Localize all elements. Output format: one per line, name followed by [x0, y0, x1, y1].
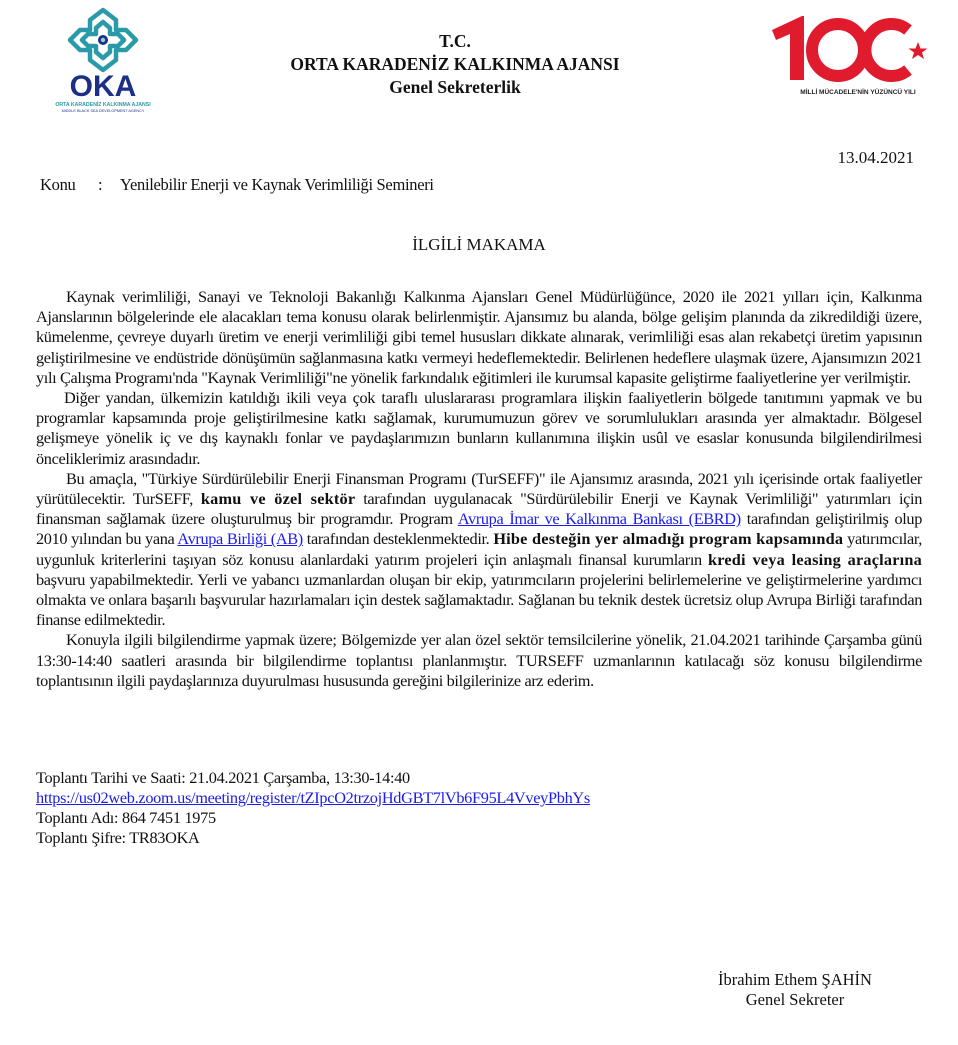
paragraph-3	[36, 469, 922, 631]
zoom-registration-link[interactable]: https://us02web.zoom.us/meeting/register/tZIpcO2trzojHdGBT7lVb6F95L4VveyPbhYs	[36, 788, 590, 807]
svg-text:ORTA KARADENİZ KALKINMA AJANSI: ORTA KARADENİZ KALKINMA AJANSI	[55, 102, 151, 108]
letterhead-department: Genel Sekreterlik	[389, 77, 521, 97]
oka-logo	[48, 6, 158, 114]
meeting-datetime: Toplantı Tarihi ve Saati: 21.04.2021 Çarşamba, 13:30-14:40	[36, 768, 410, 787]
letterhead	[250, 30, 660, 99]
paragraph-3-text: başvuru yapabilmektedir. Yerli ve yabancı uzmanlardan oluşan bir ekip, yatırımcıların projelerini belirlemelerine ve geliştirmelerine yardımcı olmakta ve onlara başarılı başvurular hazırlamaları için destek sağlamaktadır. Sağlanan bu teknik destek ücretsiz olup Avrupa Birliği tarafından finanse edilmektedir.	[36, 569, 922, 630]
subject-label: Konu	[40, 175, 76, 194]
paragraph-3-text: tarafından uygulanacak "Sürdürülebilir Enerji ve Kaynak Verimliliği" yatırımları için finansman sağlamak üzere oluşturulmuş bir programdır. Program	[36, 489, 922, 529]
subject-line	[40, 175, 434, 195]
meeting-info	[36, 768, 590, 848]
svg-text:MİLLİ MÜCADELE'NİN YÜZÜNCÜ YIL: MİLLİ MÜCADELE'NİN YÜZÜNCÜ YILI	[800, 89, 916, 96]
eu-link[interactable]: Avrupa Birliği (AB)	[177, 529, 303, 549]
signature-block	[700, 970, 890, 1010]
paragraph-2: Diğer yandan, ülkemizin katıldığı ikili veya çok taraflı uluslararası programlara ilişkin faaliyetlerin bölgede tanıtımını yapmak ve bu programlar kapsamında proje geliştirilmesine katkı sağlamak, kurumumuzun görev ve sorumlulukları arasında yer almaktadır. Bölgesel gelişmeye yönelik iç ve dış kaynaklı fonlar ve paydaşlarımızın bunların kullanımına ilişkin usûl ve esaslar konusunda bilgilendirilmesi önceliklerimiz arasındadır.	[36, 388, 922, 468]
letter-body	[36, 287, 922, 691]
letterhead-country: T.C.	[439, 31, 471, 51]
paragraph-3-text: yatırımcılar, uygunluk kriterlerini taşıyan söz konusu alanlardaki yatırım projeleri için anlaşmalı finansal kurumların	[36, 529, 922, 569]
subject-colon: :	[98, 175, 103, 194]
paragraph-1: Kaynak verimliliği, Sanayi ve Teknoloji Bakanlığı Kalkınma Ajansları Genel Müdürlüğünce, 2020 ile 2021 yılları için, Kalkınma Ajanslarının bölgelerinde ele alacakları tema konusu olarak belirlenmiştir. Ajansımız bu alanda, bölge gelişim planında da zikredildiği üzere, kümelenme, çevreye duyarlı üretim ve enerji verimliliği gibi temel hususları dikkate alınarak, verimliliği esas alan rekabetçi üretim yapısının geliştirilmesine ve endüstride dönüşümün sağlanmasına katkı vermeyi hedeflemektedir. Belirlenen hedeflere ulaşmak üzere, Ajansımızın 2021 yılı Çalışma Programı'nda "Kaynak Verimliliği"ne yönelik farkındalık eğitimleri ile kurumsal kapasite geliştirme faaliyetlerine yer verilmiştir.	[36, 287, 922, 387]
meeting-password: Toplantı Şifre: TR83OKA	[36, 828, 200, 847]
meeting-id: Toplantı Adı: 864 7451 1975	[36, 808, 216, 827]
letter-date: 13.04.2021	[837, 148, 914, 167]
ebrd-link[interactable]: Avrupa İmar ve Kalkınma Bankası (EBRD)	[457, 509, 741, 529]
emphasis-no-grant: Hibe desteğin yer almadığı program kapsamında	[493, 529, 844, 549]
svg-text:OKA: OKA	[69, 70, 137, 103]
oka-emblem-icon	[48, 6, 158, 114]
svg-text:MIDDLE BLACK SEA DEVELOPMENT A: MIDDLE BLACK SEA DEVELOPMENT AGENCY	[61, 109, 145, 113]
paragraph-3-text: tarafından geliştirilmiş olup 2010 yılından bu yana	[36, 509, 922, 549]
centennial-emblem-icon	[768, 8, 948, 98]
salutation: İLGİLİ MAKAMA	[412, 235, 546, 254]
signatory-name: İbrahim Ethem ŞAHİN	[718, 970, 872, 989]
paragraph-3-text: Bu amaçla, "Türkiye Sürdürülebilir Enerji Finansman Programı (TurSEFF)" ile Ajansımız arasında, 2021 yılı içerisinde ortak faaliyetler yürütülecektir. TurSEFF,	[36, 468, 922, 509]
paragraph-3-text: tarafından desteklenmektedir.	[302, 529, 494, 549]
paragraph-4: Konuyla ilgili bilgilendirme yapmak üzere; Bölgemizde yer alan özel sektör temsilcilerine yönelik, 21.04.2021 tarihinde Çarşamba günü 13:30-14:40 saatleri arasında bir bilgilendirme toplantısı planlanmıştır. TURSEFF uzmanlarının katılacağı söz konusu bilgilendirme toplantısının ilgili paydaşlarınıza duyurulması hususunda gereğini bilgilerinize arz ederim.	[36, 630, 922, 690]
signatory-title: Genel Sekreter	[745, 990, 845, 1009]
centennial-logo	[768, 8, 948, 98]
emphasis-credit-leasing: kredi veya leasing araçlarına	[707, 549, 922, 569]
emphasis-public-private: kamu ve özel sektör	[200, 489, 356, 509]
letterhead-agency: ORTA KARADENİZ KALKINMA AJANSI	[290, 54, 620, 74]
subject-text: Yenilebilir Enerji ve Kaynak Verimliliği Semineri	[120, 175, 434, 194]
